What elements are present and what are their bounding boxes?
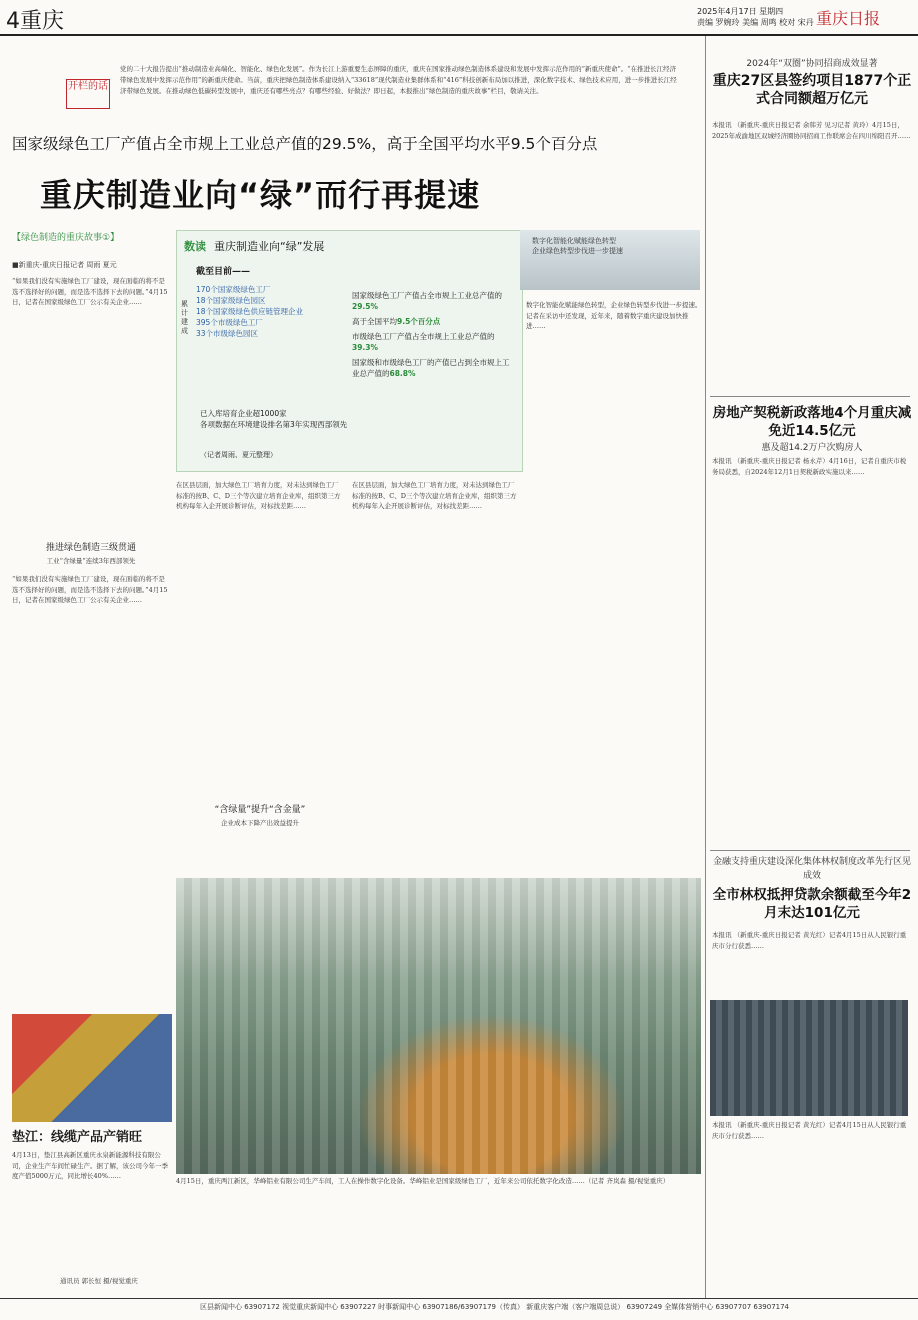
col2-text: 在区县层面，加大绿色工厂培育力度，对未达到绿色工厂标准的按B、C、D三个等次建立培育企业库，组织第三方机构每年入企开展诊断评估，对标找差距…… xyxy=(176,481,341,510)
lead-subtitle: 国家级绿色工厂产值占全市规上工业总产值的29.5%，高于全国平均水平9.5个百分点 xyxy=(12,135,598,153)
photo-caption: 4月15日，重庆两江新区，华峰铝业有限公司生产车间，工人在操作数字化设备。华峰铝业是国家级绿色工厂，近年来公司依托数字化改造……（记者 齐岚森 摄/视觉重庆） xyxy=(176,1177,670,1185)
right-text-2: 本报讯 （新重庆-重庆日报记者 杨永芹）4月16日，记者自重庆市税务局获悉，自2024年12月1日契税新政实施以来…… xyxy=(712,457,907,476)
right-subtitle-2: 惠及超14.2万户次购房人 xyxy=(761,443,863,453)
left-bottom-title: 垫江：线缆产品产销旺 xyxy=(12,1130,143,1145)
infobox-item: 18个国家级绿色园区 xyxy=(196,296,266,305)
column-divider xyxy=(705,36,706,1298)
infobox-list xyxy=(196,284,303,339)
infobox-item: 33个市级绿色园区 xyxy=(196,329,259,338)
right-text-1: 本报讯 （新重庆-重庆日报记者 余韩芳 见习记者 黄玲）4月15日，2025年成渝地区双城经济圈协同招商工作联席会在四川绵阳召开…… xyxy=(712,121,911,140)
right-kicker-3: 金融支持重庆建设深化集体林权制度改革先行区见成效 xyxy=(712,857,911,881)
infobox-item: 170个国家级绿色工厂 xyxy=(196,285,271,294)
lead-title: 重庆制造业向“绿”而行再提速 xyxy=(40,176,481,214)
right-photo xyxy=(710,1000,908,1116)
col2-subheading: 企业成本下降产出效益提升 xyxy=(221,819,299,827)
infobox-item: 395个市级绿色工厂 xyxy=(196,318,263,327)
col1-text: “如果我们没有实施绿色工厂建设，现在面临的将不是选不选择好的问题，而是选不选择下去的问题。”4月15日，记者在国家级绿色工厂公示有关企业…… xyxy=(12,575,168,604)
section-tag: 【绿色制造的重庆故事①】 xyxy=(12,233,120,243)
infobox-as-of: 截至目前—— xyxy=(196,267,251,277)
infobox-title: 数读 重庆制造业向“绿”发展 xyxy=(184,240,325,253)
left-bottom-text: 4月13日，垫江县高新区重庆永泉新能源科技有限公司，企业生产车间忙碌生产。据了解，该公司今年一季度产值5000万元，同比增长40%…… xyxy=(12,1151,168,1180)
right-text-3a: 本报讯 （新重庆-重庆日报记者 黄光红）记者4月15日从人民银行重庆市分行获悉…… xyxy=(712,931,907,950)
infobox-right-list: 国家级绿色工厂产值占全市规上工业总产值的29.5% 高于全国平均9.5个百分点 市级绿色工厂产值占全市规上工业总产值的39.3% 国家级和市级绿色工厂的产值已占到全市规上工业总产值的68.8% xyxy=(352,291,510,378)
date-line: 2025年4月17日 星期四 责编 罗婉玲 美编 周鸣 校对 宋丹 xyxy=(697,7,814,27)
right-title-2: 房地产契税新政落地4个月重庆减免近14.5亿元 xyxy=(712,405,912,439)
infobox-side-label: 累计建成 xyxy=(181,300,188,335)
footer: 区县新闻中心 63907172 视觉重庆新闻中心 63907227 时事新闻中心 63907186/63907179（传真） 新重庆客户端（客户端周总说） 63907249 全媒体营销中心 63907707 63907174 xyxy=(200,1303,790,1311)
opening-kicker: 开栏的话 xyxy=(66,79,110,109)
right-divider-1 xyxy=(710,396,910,397)
infobox-item: 18个国家级绿色供应链管理企业 xyxy=(196,307,304,316)
right-kicker-1: 2024年“双圈”协同招商成效显著 xyxy=(746,59,878,69)
col1-text-top: “如果我们没有实施绿色工厂建设，现在面临的将不是选不选择好的问题，而是选不选择下去的问题。”4月15日，记者在国家级绿色工厂公示有关企业…… xyxy=(12,277,168,306)
right-title-1: 重庆27区县签约项目1877个正式合同额超万亿元 xyxy=(712,73,912,107)
col1-subheading: 工业“含绿量”连续3年西部领先 xyxy=(46,557,136,565)
factory-photo xyxy=(176,878,701,1174)
col4-text: 数字化智能化赋能绿色转型，企业绿色转型步伐进一步提速。记者在采访中还发现，近年来，随着数字重庆建设加快推进…… xyxy=(526,301,702,330)
footer-rule xyxy=(0,1298,918,1299)
robot-caption: 数字化智能化赋能绿色转型 企业绿色转型步伐进一步提速 xyxy=(532,237,623,255)
col3-text: 在区县层面，加大绿色工厂培育力度，对未达到绿色工厂标准的按B、C、D三个等次建立培育企业库，组织第三方机构每年入企开展诊断评估，对标找差距…… xyxy=(352,481,517,510)
header-rule xyxy=(0,34,918,36)
opening-text: 党的二十大报告提出“推动制造业高端化、智能化、绿色化发展”。作为长江上游重要生态屏障的重庆，重庆在国家推动绿色制造体系建设和发展中发挥示范作用的“新重庆使命”。“在推进长江经济带绿色发展中发挥示范作用”的新重庆使命。当前，重庆把绿色制造体系建设纳入“33618”现代制造业集群体系和“416”科技创新布局加以推进，深化数字技术、绿色技术应用，进一步推进长江经济带绿色发展。在推动绿色低碳转型发展中，重庆还有哪些亮点？有哪些经验、好做法？即日起，本报推出“绿色制造的重庆故事”栏目，敬请关注。 xyxy=(120,65,677,95)
left-bottom-photo xyxy=(12,1014,172,1122)
col2-heading: “含绿量”提升“含金量” xyxy=(214,805,306,815)
infobox-note: （记者周雨、夏元整理） xyxy=(200,451,277,459)
col1-heading: 推进绿色制造三级贯通 xyxy=(45,543,136,553)
right-title-3: 全市林权抵押贷款余额截至今年2月末达101亿元 xyxy=(712,887,912,921)
infobox-bottom: 已入库培育企业超1000家 各项数据在环境建设排名第3年实现西部领先 xyxy=(200,409,348,429)
right-divider-2 xyxy=(710,850,910,851)
right-text-3b: 本报讯 （新重庆-重庆日报记者 黄光红）记者4月15日从人民银行重庆市分行获悉…… xyxy=(712,1121,907,1140)
newspaper-logo: 重庆日报 xyxy=(816,9,881,28)
byline: ■新重庆-重庆日报记者 周雨 夏元 xyxy=(12,261,117,269)
page-number: 4重庆 xyxy=(6,9,65,34)
left-bottom-credit: 通讯员 郭长恒 摄/视觉重庆 xyxy=(60,1277,138,1285)
